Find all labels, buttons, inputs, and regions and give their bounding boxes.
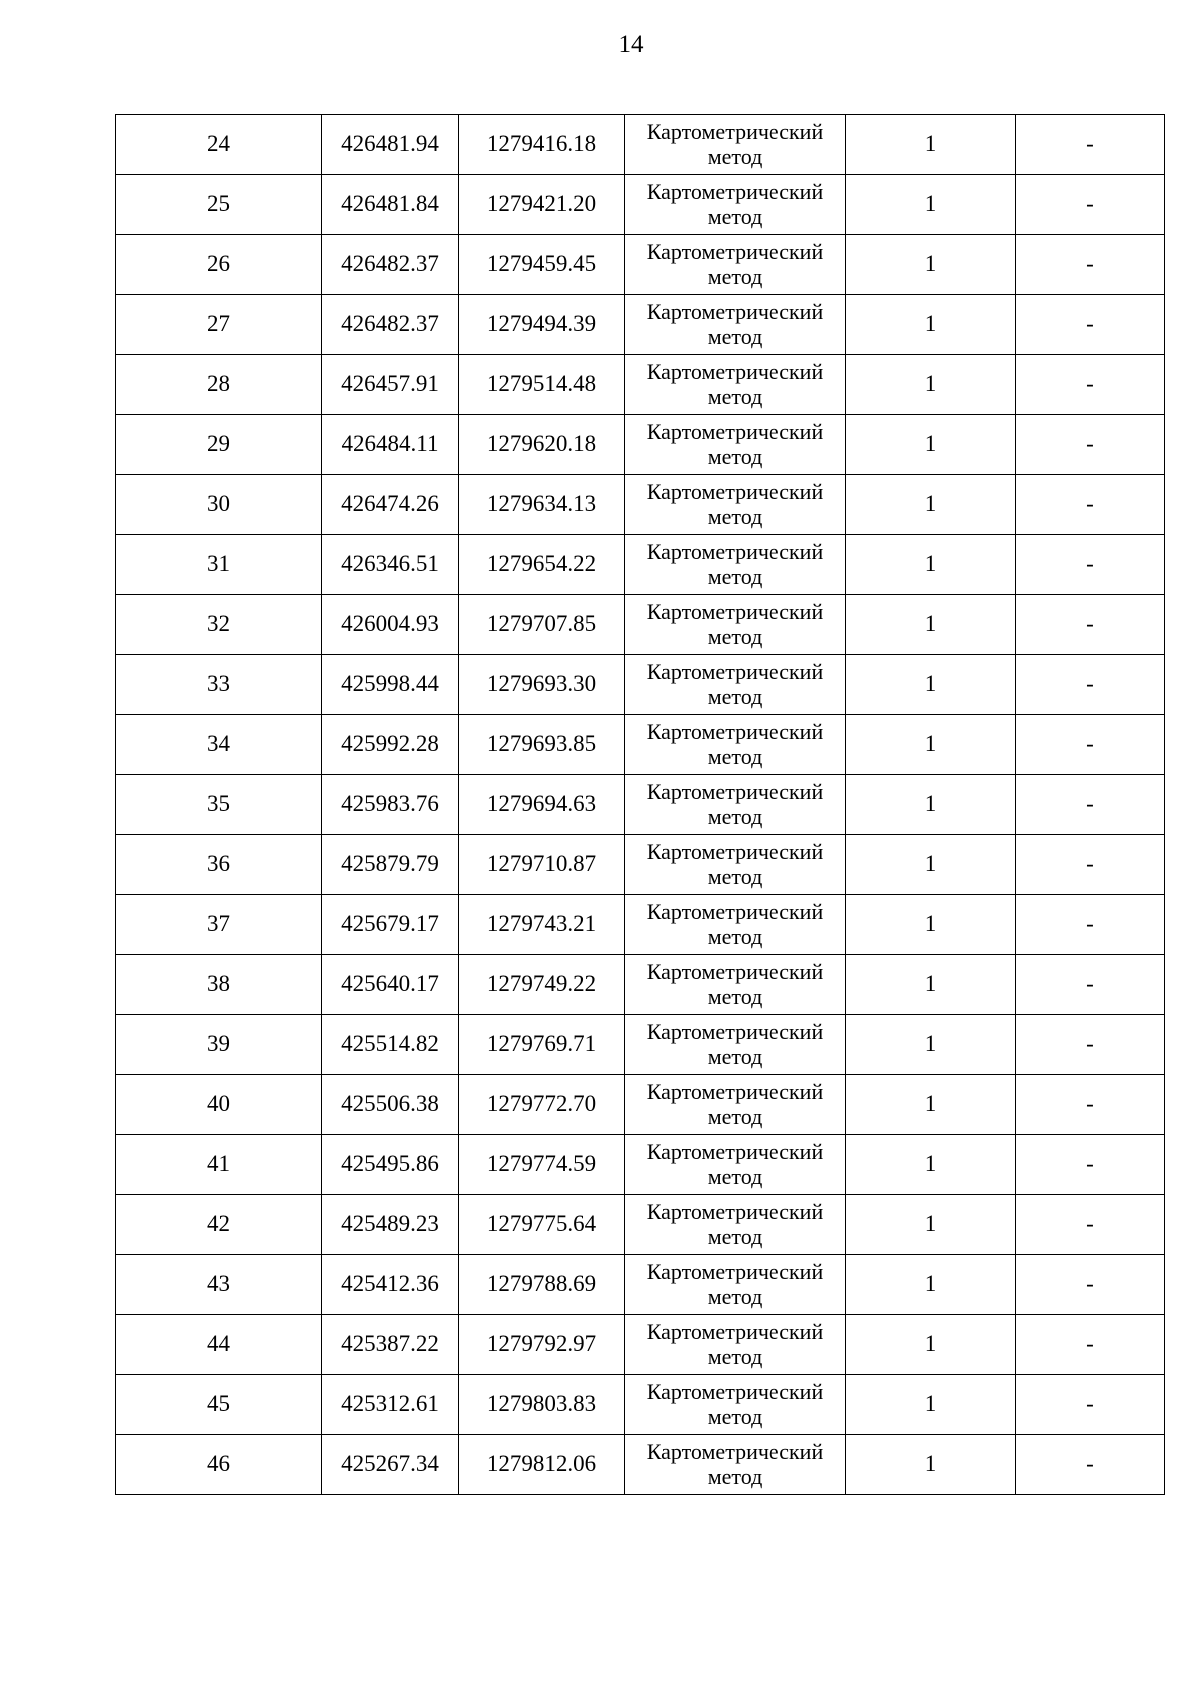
- note-cell: -: [1016, 1075, 1165, 1135]
- accuracy-cell: 1: [846, 175, 1016, 235]
- method-cell: [625, 775, 846, 835]
- note-cell: -: [1016, 115, 1165, 175]
- table-row: [116, 835, 1165, 895]
- page-number: 14: [618, 31, 644, 58]
- note-cell: -: [1016, 175, 1165, 235]
- method-cell: [625, 295, 846, 355]
- point-number-cell: 44: [116, 1315, 322, 1375]
- table-row: [116, 355, 1165, 415]
- method-text-line: Картометрический: [646, 1018, 824, 1044]
- y-coordinate-cell: 1279693.30: [459, 655, 625, 715]
- table-row: [116, 535, 1165, 595]
- method-text-line: Картометрический: [646, 418, 824, 444]
- point-number-cell: 31: [116, 535, 322, 595]
- note-cell: -: [1016, 1315, 1165, 1375]
- method-text-line: Картометрический: [646, 1138, 824, 1164]
- accuracy-cell: 1: [846, 115, 1016, 175]
- table-row: [116, 775, 1165, 835]
- method-text-line: Картометрический: [646, 658, 824, 684]
- method-text-line: Картометрический: [646, 178, 824, 204]
- point-number-cell: 45: [116, 1375, 322, 1435]
- table-row: [116, 1195, 1165, 1255]
- method-cell: [625, 235, 846, 295]
- y-coordinate-cell: 1279620.18: [459, 415, 625, 475]
- note-cell: -: [1016, 1135, 1165, 1195]
- x-coordinate-cell: 425640.17: [322, 955, 459, 1015]
- point-number-cell: 35: [116, 775, 322, 835]
- x-coordinate-cell: 425679.17: [322, 895, 459, 955]
- coordinates-table: [115, 114, 1165, 1495]
- method-text-line: Картометрический: [646, 718, 824, 744]
- accuracy-cell: 1: [846, 1015, 1016, 1075]
- method-text-line: метод: [707, 1223, 763, 1249]
- table-row: [116, 415, 1165, 475]
- method-text-line: метод: [707, 1403, 763, 1429]
- method-text-line: метод: [707, 1103, 763, 1129]
- note-cell: -: [1016, 1015, 1165, 1075]
- y-coordinate-cell: 1279772.70: [459, 1075, 625, 1135]
- x-coordinate-cell: 425412.36: [322, 1255, 459, 1315]
- method-cell: [625, 355, 846, 415]
- method-text-line: метод: [707, 803, 763, 829]
- accuracy-cell: 1: [846, 415, 1016, 475]
- method-cell: [625, 595, 846, 655]
- method-text-line: метод: [707, 923, 763, 949]
- x-coordinate-cell: 426484.11: [322, 415, 459, 475]
- note-cell: -: [1016, 295, 1165, 355]
- point-number-cell: 30: [116, 475, 322, 535]
- method-cell: [625, 1255, 846, 1315]
- x-coordinate-cell: 426481.94: [322, 115, 459, 175]
- method-text-line: метод: [707, 263, 763, 289]
- table-row: [116, 1255, 1165, 1315]
- method-text-line: метод: [707, 1343, 763, 1369]
- x-coordinate-cell: 426482.37: [322, 295, 459, 355]
- note-cell: -: [1016, 715, 1165, 775]
- method-cell: [625, 1435, 846, 1495]
- accuracy-cell: 1: [846, 355, 1016, 415]
- y-coordinate-cell: 1279743.21: [459, 895, 625, 955]
- accuracy-cell: 1: [846, 295, 1016, 355]
- y-coordinate-cell: 1279803.83: [459, 1375, 625, 1435]
- table-row: [116, 175, 1165, 235]
- x-coordinate-cell: 425879.79: [322, 835, 459, 895]
- method-text-line: метод: [707, 1283, 763, 1309]
- point-number-cell: 41: [116, 1135, 322, 1195]
- method-cell: [625, 1195, 846, 1255]
- method-text-line: метод: [707, 983, 763, 1009]
- accuracy-cell: 1: [846, 775, 1016, 835]
- y-coordinate-cell: 1279421.20: [459, 175, 625, 235]
- note-cell: -: [1016, 1375, 1165, 1435]
- method-cell: [625, 415, 846, 475]
- y-coordinate-cell: 1279694.63: [459, 775, 625, 835]
- method-text-line: Картометрический: [646, 1378, 824, 1404]
- method-cell: [625, 175, 846, 235]
- x-coordinate-cell: 426004.93: [322, 595, 459, 655]
- x-coordinate-cell: 425983.76: [322, 775, 459, 835]
- method-text-line: метод: [707, 1043, 763, 1069]
- point-number-cell: 28: [116, 355, 322, 415]
- note-cell: -: [1016, 535, 1165, 595]
- method-text-line: Картометрический: [646, 358, 824, 384]
- y-coordinate-cell: 1279654.22: [459, 535, 625, 595]
- table-row: [116, 895, 1165, 955]
- table-row: [116, 1435, 1165, 1495]
- point-number-cell: 39: [116, 1015, 322, 1075]
- note-cell: -: [1016, 955, 1165, 1015]
- method-cell: [625, 535, 846, 595]
- table-row: [116, 1375, 1165, 1435]
- accuracy-cell: 1: [846, 1375, 1016, 1435]
- x-coordinate-cell: 425267.34: [322, 1435, 459, 1495]
- method-text-line: метод: [707, 323, 763, 349]
- table-row: [116, 715, 1165, 775]
- point-number-cell: 26: [116, 235, 322, 295]
- note-cell: -: [1016, 475, 1165, 535]
- note-cell: -: [1016, 1195, 1165, 1255]
- method-text-line: метод: [707, 683, 763, 709]
- method-text-line: метод: [707, 203, 763, 229]
- method-text-line: Картометрический: [646, 298, 824, 324]
- method-text-line: Картометрический: [646, 838, 824, 864]
- y-coordinate-cell: 1279416.18: [459, 115, 625, 175]
- y-coordinate-cell: 1279693.85: [459, 715, 625, 775]
- y-coordinate-cell: 1279792.97: [459, 1315, 625, 1375]
- table-row: [116, 1015, 1165, 1075]
- point-number-cell: 29: [116, 415, 322, 475]
- point-number-cell: 43: [116, 1255, 322, 1315]
- method-cell: [625, 895, 846, 955]
- point-number-cell: 34: [116, 715, 322, 775]
- y-coordinate-cell: 1279710.87: [459, 835, 625, 895]
- method-text-line: Картометрический: [646, 1198, 824, 1224]
- method-cell: [625, 1135, 846, 1195]
- method-text-line: метод: [707, 1163, 763, 1189]
- method-text-line: метод: [707, 443, 763, 469]
- accuracy-cell: 1: [846, 655, 1016, 715]
- y-coordinate-cell: 1279749.22: [459, 955, 625, 1015]
- accuracy-cell: 1: [846, 1255, 1016, 1315]
- accuracy-cell: 1: [846, 1075, 1016, 1135]
- x-coordinate-cell: 425387.22: [322, 1315, 459, 1375]
- table-row: [116, 115, 1165, 175]
- method-cell: [625, 1375, 846, 1435]
- point-number-cell: 37: [116, 895, 322, 955]
- method-cell: [625, 655, 846, 715]
- method-cell: [625, 955, 846, 1015]
- accuracy-cell: 1: [846, 475, 1016, 535]
- x-coordinate-cell: 425514.82: [322, 1015, 459, 1075]
- point-number-cell: 24: [116, 115, 322, 175]
- note-cell: -: [1016, 355, 1165, 415]
- x-coordinate-cell: 426346.51: [322, 535, 459, 595]
- method-text-line: Картометрический: [646, 958, 824, 984]
- y-coordinate-cell: 1279514.48: [459, 355, 625, 415]
- note-cell: -: [1016, 1435, 1165, 1495]
- accuracy-cell: 1: [846, 1195, 1016, 1255]
- method-text-line: метод: [707, 503, 763, 529]
- method-cell: [625, 835, 846, 895]
- y-coordinate-cell: 1279788.69: [459, 1255, 625, 1315]
- y-coordinate-cell: 1279812.06: [459, 1435, 625, 1495]
- point-number-cell: 40: [116, 1075, 322, 1135]
- point-number-cell: 27: [116, 295, 322, 355]
- method-cell: [625, 1015, 846, 1075]
- method-text-line: Картометрический: [646, 1078, 824, 1104]
- accuracy-cell: 1: [846, 835, 1016, 895]
- method-text-line: Картометрический: [646, 538, 824, 564]
- method-text-line: Картометрический: [646, 1258, 824, 1284]
- accuracy-cell: 1: [846, 955, 1016, 1015]
- note-cell: -: [1016, 775, 1165, 835]
- method-cell: [625, 1315, 846, 1375]
- point-number-cell: 36: [116, 835, 322, 895]
- accuracy-cell: 1: [846, 235, 1016, 295]
- y-coordinate-cell: 1279494.39: [459, 295, 625, 355]
- point-number-cell: 38: [116, 955, 322, 1015]
- x-coordinate-cell: 426482.37: [322, 235, 459, 295]
- note-cell: -: [1016, 595, 1165, 655]
- accuracy-cell: 1: [846, 535, 1016, 595]
- note-cell: -: [1016, 235, 1165, 295]
- method-text-line: метод: [707, 623, 763, 649]
- x-coordinate-cell: 425992.28: [322, 715, 459, 775]
- note-cell: -: [1016, 835, 1165, 895]
- table-row: [116, 475, 1165, 535]
- point-number-cell: 42: [116, 1195, 322, 1255]
- accuracy-cell: 1: [846, 895, 1016, 955]
- x-coordinate-cell: 426474.26: [322, 475, 459, 535]
- accuracy-cell: 1: [846, 715, 1016, 775]
- y-coordinate-cell: 1279634.13: [459, 475, 625, 535]
- method-text-line: метод: [707, 143, 763, 169]
- y-coordinate-cell: 1279769.71: [459, 1015, 625, 1075]
- method-cell: [625, 115, 846, 175]
- table-row: [116, 1075, 1165, 1135]
- accuracy-cell: 1: [846, 595, 1016, 655]
- note-cell: -: [1016, 895, 1165, 955]
- table-row: [116, 655, 1165, 715]
- y-coordinate-cell: 1279775.64: [459, 1195, 625, 1255]
- method-text-line: метод: [707, 383, 763, 409]
- x-coordinate-cell: 425312.61: [322, 1375, 459, 1435]
- x-coordinate-cell: 425998.44: [322, 655, 459, 715]
- y-coordinate-cell: 1279774.59: [459, 1135, 625, 1195]
- method-text-line: Картометрический: [646, 598, 824, 624]
- x-coordinate-cell: 425495.86: [322, 1135, 459, 1195]
- table-row: [116, 295, 1165, 355]
- table-row: [116, 1135, 1165, 1195]
- method-text-line: метод: [707, 1463, 763, 1489]
- x-coordinate-cell: 426481.84: [322, 175, 459, 235]
- accuracy-cell: 1: [846, 1435, 1016, 1495]
- point-number-cell: 46: [116, 1435, 322, 1495]
- method-cell: [625, 1075, 846, 1135]
- note-cell: -: [1016, 415, 1165, 475]
- method-cell: [625, 475, 846, 535]
- point-number-cell: 32: [116, 595, 322, 655]
- table-row: [116, 1315, 1165, 1375]
- y-coordinate-cell: 1279459.45: [459, 235, 625, 295]
- method-text-line: Картометрический: [646, 1318, 824, 1344]
- x-coordinate-cell: 425489.23: [322, 1195, 459, 1255]
- note-cell: -: [1016, 655, 1165, 715]
- table-body: [116, 115, 1165, 1495]
- point-number-cell: 25: [116, 175, 322, 235]
- table-row: [116, 235, 1165, 295]
- method-text-line: метод: [707, 563, 763, 589]
- method-text-line: Картометрический: [646, 1438, 824, 1464]
- table-row: [116, 955, 1165, 1015]
- point-number-cell: 33: [116, 655, 322, 715]
- method-text-line: Картометрический: [646, 478, 824, 504]
- method-text-line: Картометрический: [646, 238, 824, 264]
- method-text-line: Картометрический: [646, 778, 824, 804]
- method-text-line: Картометрический: [646, 898, 824, 924]
- y-coordinate-cell: 1279707.85: [459, 595, 625, 655]
- method-text-line: Картометрический: [646, 118, 824, 144]
- accuracy-cell: 1: [846, 1315, 1016, 1375]
- table-row: [116, 595, 1165, 655]
- note-cell: -: [1016, 1255, 1165, 1315]
- method-cell: [625, 715, 846, 775]
- method-text-line: метод: [707, 743, 763, 769]
- x-coordinate-cell: 426457.91: [322, 355, 459, 415]
- method-text-line: метод: [707, 863, 763, 889]
- accuracy-cell: 1: [846, 1135, 1016, 1195]
- x-coordinate-cell: 425506.38: [322, 1075, 459, 1135]
